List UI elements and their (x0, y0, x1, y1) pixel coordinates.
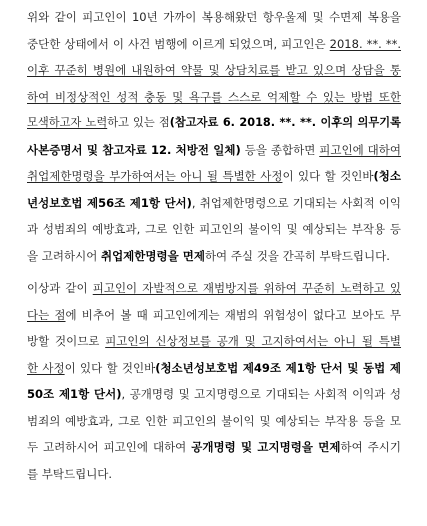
text-line (27, 59, 401, 81)
underlined-text: 피고인에 대하여 (319, 142, 401, 157)
text-line (27, 112, 401, 134)
underlined-text: 피고인의 신상정보를 공개 및 고지하여서는 아니 될 특별 (105, 334, 402, 348)
underlined-text: 취업제한명령을 부가하여서는 아니 될 특별한 사정 (27, 169, 283, 183)
text-segment: 중단한 상태에서 이 사건 범행에 이르게 되었으며, 피고인은 (27, 36, 330, 51)
text-line (27, 165, 401, 187)
text-segment: 이 있다 할 것인바 (282, 169, 374, 183)
text-line (27, 33, 401, 55)
bold-text: 년성보호법 제56조 제1항 단서) (27, 195, 192, 210)
text-segment: 하여 주실 것을 간곡히 부탁드립니다. (204, 248, 390, 263)
text-line (27, 277, 401, 299)
text-segment: 에 비추어 볼 때 피고인에게는 재범의 위험성이 없다고 보아도 무 (65, 307, 401, 322)
text-segment: 범죄의 예방효과, 그로 인한 피고인의 불이익 및 예상되는 부작용 등을 모 (27, 413, 401, 428)
bold-text: (청소 (373, 169, 401, 183)
text-line (27, 357, 401, 379)
underlined-text: 다는 점 (27, 307, 66, 322)
underlined-text: 한 사정 (27, 360, 65, 375)
text-segment: 하고 있는 점 (107, 116, 170, 129)
bold-text: 사본증명서 및 참고자료 12. 처방전 일체) (27, 142, 241, 157)
underlined-text: 이후 꾸준히 병원에 내원하여 약물 및 상담치료를 받고 있으며 상담을 통 (27, 63, 401, 77)
text-line (27, 139, 401, 161)
underlined-text: 하여 비정상적인 성적 충동 및 욕구를 스스로 억제할 수 있는 방법 또한 (27, 89, 401, 104)
text-segment: 위와 같이 피고인이 10년 가까이 복용해왔던 항우울제 및 수면제 복용을 (27, 10, 401, 24)
text-line (27, 463, 401, 485)
text-segment: 를 부탁드립니다. (27, 466, 113, 481)
bold-text: (청소년성보호법 제49조 제1항 단서 및 동법 제 (155, 360, 402, 375)
bold-text: 공개명령 및 고지명령을 면제 (191, 440, 341, 454)
text-segment: , 취업제한명령으로 기대되는 사회적 이익 (191, 195, 401, 210)
text-segment: , 공개명령 및 고지명령으로 기대되는 사회적 이익과 성 (121, 387, 401, 401)
text-line (27, 6, 401, 28)
text-line (27, 304, 401, 326)
text-segment: 두 고려하시어 피고인에 대하여 (27, 440, 192, 454)
text-line (27, 410, 401, 432)
underlined-text: 2018. **. **. (329, 36, 402, 51)
underlined-text: 피고인이 자발적으로 재범방지를 위하여 꾸준히 노력하고 있 (92, 281, 402, 295)
text-segment: 이 있다 할 것인바 (64, 360, 156, 375)
text-segment: 이상과 같이 (27, 281, 93, 295)
text-line (27, 245, 401, 267)
bold-text: (참고자료 6. 2018. **. **. 이후의 의무기록 (169, 116, 401, 129)
text-line (27, 330, 401, 352)
text-segment: 과 성범죄의 예방효과, 그로 인한 피고인의 불이익 및 예상되는 부작용 등 (27, 222, 401, 236)
text-segment: 을 고려하시어 (27, 248, 101, 263)
text-line (27, 86, 401, 108)
text-line (27, 383, 401, 405)
text-line (27, 436, 401, 458)
text-line (27, 218, 401, 240)
underlined-text: 모색하고자 노력 (27, 116, 108, 129)
bold-text: 취업제한명령을 면제 (100, 248, 205, 263)
text-segment: 방할 것이므로 (27, 334, 106, 348)
text-line (27, 192, 401, 214)
bold-text: 50조 제1항 단서) (27, 387, 122, 401)
text-segment: 등을 종합하면 (240, 142, 320, 157)
text-segment: 하여 주시기 (340, 440, 401, 454)
